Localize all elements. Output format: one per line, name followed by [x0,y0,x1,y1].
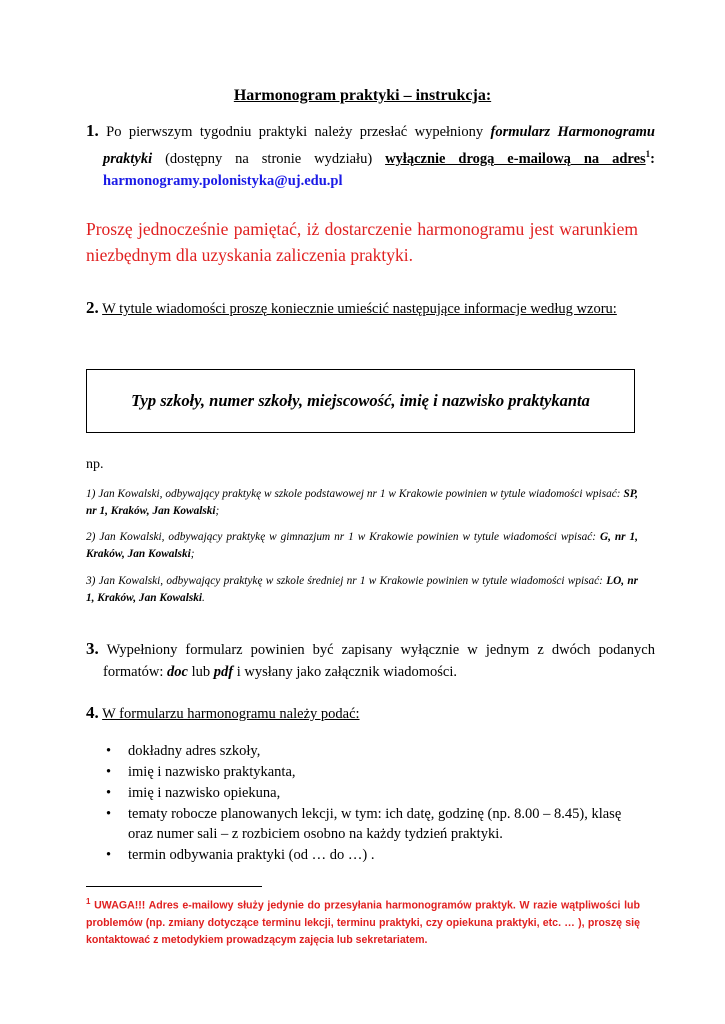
example-bold: LO, nr 1, Kraków, Jan Kowalski [86,575,639,604]
example-text: 1) Jan Kowalski, odbywający praktykę w szkole podstawowej nr 1 w Krakowie powinien w tytule wiadomości wpisać: [86,488,624,500]
example-end: ; [190,548,195,560]
section-2-text: W tytule wiadomości proszę koniecznie umieścić następujące informacje według wzoru: [102,301,617,317]
section-3-number: 3. [86,639,99,658]
example-end: . [202,592,205,604]
list-item-text: imię i nazwisko opiekuna, [128,785,281,801]
section-1 [86,120,655,192]
required-info-list [86,741,638,866]
footnote [86,893,640,949]
section-3-text-a: Wypełniony formularz powinien być zapisany wyłącznie w jednym z dwóch podanych formatów: [103,642,655,680]
section-3-lub: lub [187,664,214,680]
list-item [86,762,638,782]
section-1-colon: : [650,150,655,167]
list-item-text: imię i nazwisko praktykanta, [128,764,296,780]
bullet-icon: • [106,806,112,822]
format-doc: doc [167,664,188,680]
section-4-text: W formularzu harmonogramu należy podać: [102,706,360,722]
section-4-number: 4. [86,703,99,722]
example-1 [86,486,638,520]
email-address[interactable]: harmonogramy.polonistyka@uj.edu.pl [103,172,343,189]
list-item [86,741,638,761]
format-pdf: pdf [213,664,234,680]
section-1-text-c: (dostępny na stronie wydziału) [165,150,373,167]
section-4 [86,702,638,725]
list-item-text: dokładny adres szkoły, [128,743,261,759]
bullet-icon: • [106,743,112,759]
section-1-form-name: formularz Harmonogramu praktyki [103,124,656,167]
list-item-text: tematy robocze planowanych lekcji, w tym: ich datę, godzinę (np. 8.00 – 8.45), klasę oraz numer sali – z rozbiciem osobno na każdy tydzień praktyki. [128,806,622,842]
example-bold: G, nr 1, Kraków, Jan Kowalski [86,531,638,560]
page-title: Harmonogram praktyki – instrukcja: [233,87,492,104]
bullet-icon: • [106,847,112,863]
section-2-number: 2. [86,298,99,317]
red-notice: Proszę jednocześnie pamiętać, iż dostarczenie harmonogramu jest warunkiem niezbędnym dla uzyskania zaliczenia praktyki. [86,219,638,265]
footnote-separator [86,886,262,887]
list-item-text: termin odbywania praktyki (od … do …) . [128,847,375,863]
list-item [86,783,638,803]
list-item [86,804,638,844]
bullet-icon: • [106,785,112,801]
section-3 [86,638,655,683]
example-text: 3) Jan Kowalski, odbywający praktykę w szkole średniej nr 1 w Krakowie powinien w tytule wiadomości wpisać: [86,575,607,587]
section-1-number: 1. [86,121,99,140]
footnote-number: 1 [86,897,91,906]
np-label: np. [86,457,104,472]
section-1-email-only: wyłącznie drogą e-mailową na adres [385,150,646,167]
example-end: ; [215,505,220,517]
footnote-text: UWAGA!!! Adres e-mailowy służy jedynie do przesyłania harmonogramów praktyk. W razie wątpliwości lub problemów (np. zmiany dotyczące terminu lekcji, terminu praktyki, czy opiekuna praktyki, etc. … ), proszę się kontaktować z metodykiem prowadzącym zajęcia lub sekretariatem. [86,899,640,946]
section-2 [86,297,655,320]
example-text: 2) Jan Kowalski, odbywający praktykę w gimnazjum nr 1 w Krakowie powinien w tytule wiadomości wpisać: [86,531,600,543]
example-bold: SP, nr 1, Kraków, Jan Kowalski [86,488,638,517]
list-item [86,845,638,865]
subject-pattern-box: Typ szkoły, numer szkoły, miejscowość, imię i nazwisko praktykanta [86,369,635,433]
section-3-text-b: i wysłany jako załącznik wiadomości. [233,664,457,680]
section-1-text-a: Po pierwszym tygodniu praktyki należy przesłać wypełniony [106,124,484,140]
example-2 [86,529,638,563]
footnote-ref-1: 1 [645,149,651,159]
example-3 [86,573,638,607]
bullet-icon: • [106,764,112,780]
